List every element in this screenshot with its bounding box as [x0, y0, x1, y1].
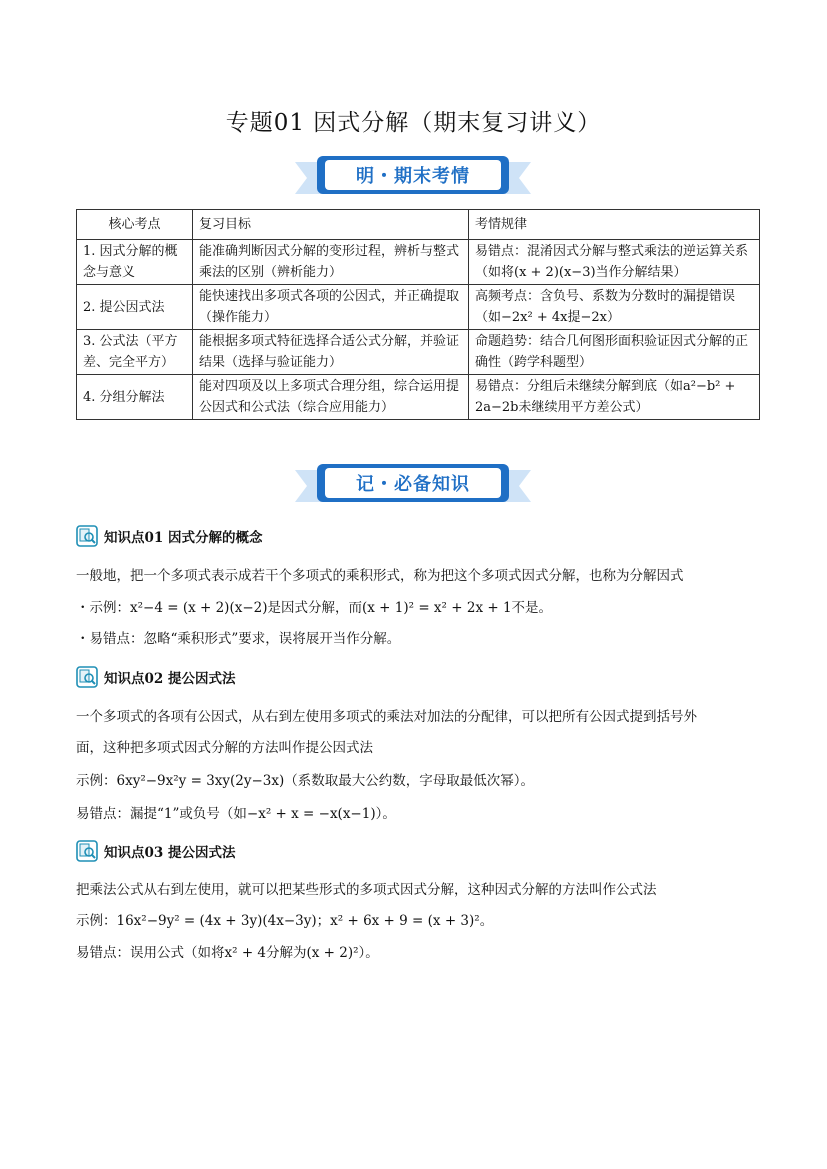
- kp2-definition-line1: 一个多项式的各项有公因式，从右到左使用多项式的乘法对加法的分配律，可以把所有公因式提到括号外: [76, 709, 697, 725]
- kp1-title: 知识点01 因式分解的概念: [104, 530, 263, 546]
- table-cell: 能快速找出多项式各项的公因式，并正确提取（操作能力）: [193, 285, 469, 330]
- section-banner-knowledge: [295, 460, 531, 506]
- magnifier-document-icon: [76, 525, 98, 547]
- table-cell: 易错点：混淆因式分解与整式乘法的逆运算关系（如将(x + 2)(x−3)当作分解结果）: [469, 240, 760, 285]
- kp3-example: 示例：16x²−9y² = (4x + 3y)(4x−3y)；x² + 6x + 9 = (x + 3)²。: [76, 913, 494, 929]
- table-cell: 易错点：分组后未继续分解到底（如a²−b² + 2a−2b未继续用平方差公式）: [469, 375, 760, 420]
- kp3-definition: 把乘法公式从右到左使用，就可以把某些形式的多项式因式分解，这种因式分解的方法叫作公式法: [76, 882, 657, 898]
- table-cell: 4. 分组分解法: [77, 375, 193, 420]
- kp2-title: 知识点02 提公因式法: [104, 671, 236, 687]
- kp2-heading: [76, 666, 766, 688]
- table-row: [77, 375, 760, 420]
- kp3-title: 知识点03 提公因式法: [104, 845, 236, 861]
- kp2-mistake: 易错点：漏提“1”或负号（如−x² + x = −x(x−1)）。: [76, 806, 396, 822]
- table-cell: 能根据多项式特征选择合适公式分解，并验证结果（选择与验证能力）: [193, 330, 469, 375]
- header-cell: 核心考点: [77, 210, 193, 240]
- banner-label: 明・期末考情: [356, 166, 470, 187]
- table-cell: 能准确判断因式分解的变形过程，辨析与整式乘法的区别（辨析能力）: [193, 240, 469, 285]
- page-title: 专题01 因式分解（期末复习讲义）: [225, 110, 602, 136]
- table-cell: 2. 提公因式法: [77, 285, 193, 330]
- table-cell: 1. 因式分解的概念与意义: [77, 240, 193, 285]
- table-cell: 命题趋势：结合几何图形面积验证因式分解的正确性（跨学科题型）: [469, 330, 760, 375]
- table-cell: 能对四项及以上多项式合理分组，综合运用提公因式和公式法（综合应用能力）: [193, 375, 469, 420]
- kp2-definition-line2: 面，这种把多项式因式分解的方法叫作提公因式法: [76, 740, 373, 756]
- table-row: [77, 240, 760, 285]
- kp1-definition: 一般地，把一个多项式表示成若干个多项式的乘积形式，称为把这个多项式因式分解，也称为分解因式: [76, 568, 684, 584]
- table-row: [77, 285, 760, 330]
- section-banner-exam: [295, 152, 531, 198]
- header-cell: 复习目标: [193, 210, 469, 240]
- kp3-heading: [76, 840, 766, 862]
- review-table: [76, 209, 760, 420]
- kp1-example: ・示例：x²−4 = (x + 2)(x−2)是因式分解，而(x + 1)² = x² + 2x + 1不是。: [76, 600, 553, 616]
- magnifier-document-icon: [76, 840, 98, 862]
- banner-label: 记・必备知识: [356, 474, 470, 495]
- table-row: [77, 330, 760, 375]
- header-cell: 考情规律: [469, 210, 760, 240]
- magnifier-document-icon: [76, 666, 98, 688]
- table-header-row: [77, 210, 760, 240]
- table-cell: 3. 公式法（平方差、完全平方）: [77, 330, 193, 375]
- table-cell: 高频考点：含负号、系数为分数时的漏提错误（如−2x² + 4x提−2x）: [469, 285, 760, 330]
- kp3-mistake: 易错点：误用公式（如将x² + 4分解为(x + 2)²）。: [76, 945, 379, 961]
- kp1-heading: [76, 525, 766, 547]
- kp1-mistake: ・易错点：忽略“乘积形式”要求，误将展开当作分解。: [76, 631, 401, 647]
- kp2-example: 示例：6xy²−9x²y = 3xy(2y−3x)（系数取最大公约数，字母取最低次幂）。: [76, 773, 535, 789]
